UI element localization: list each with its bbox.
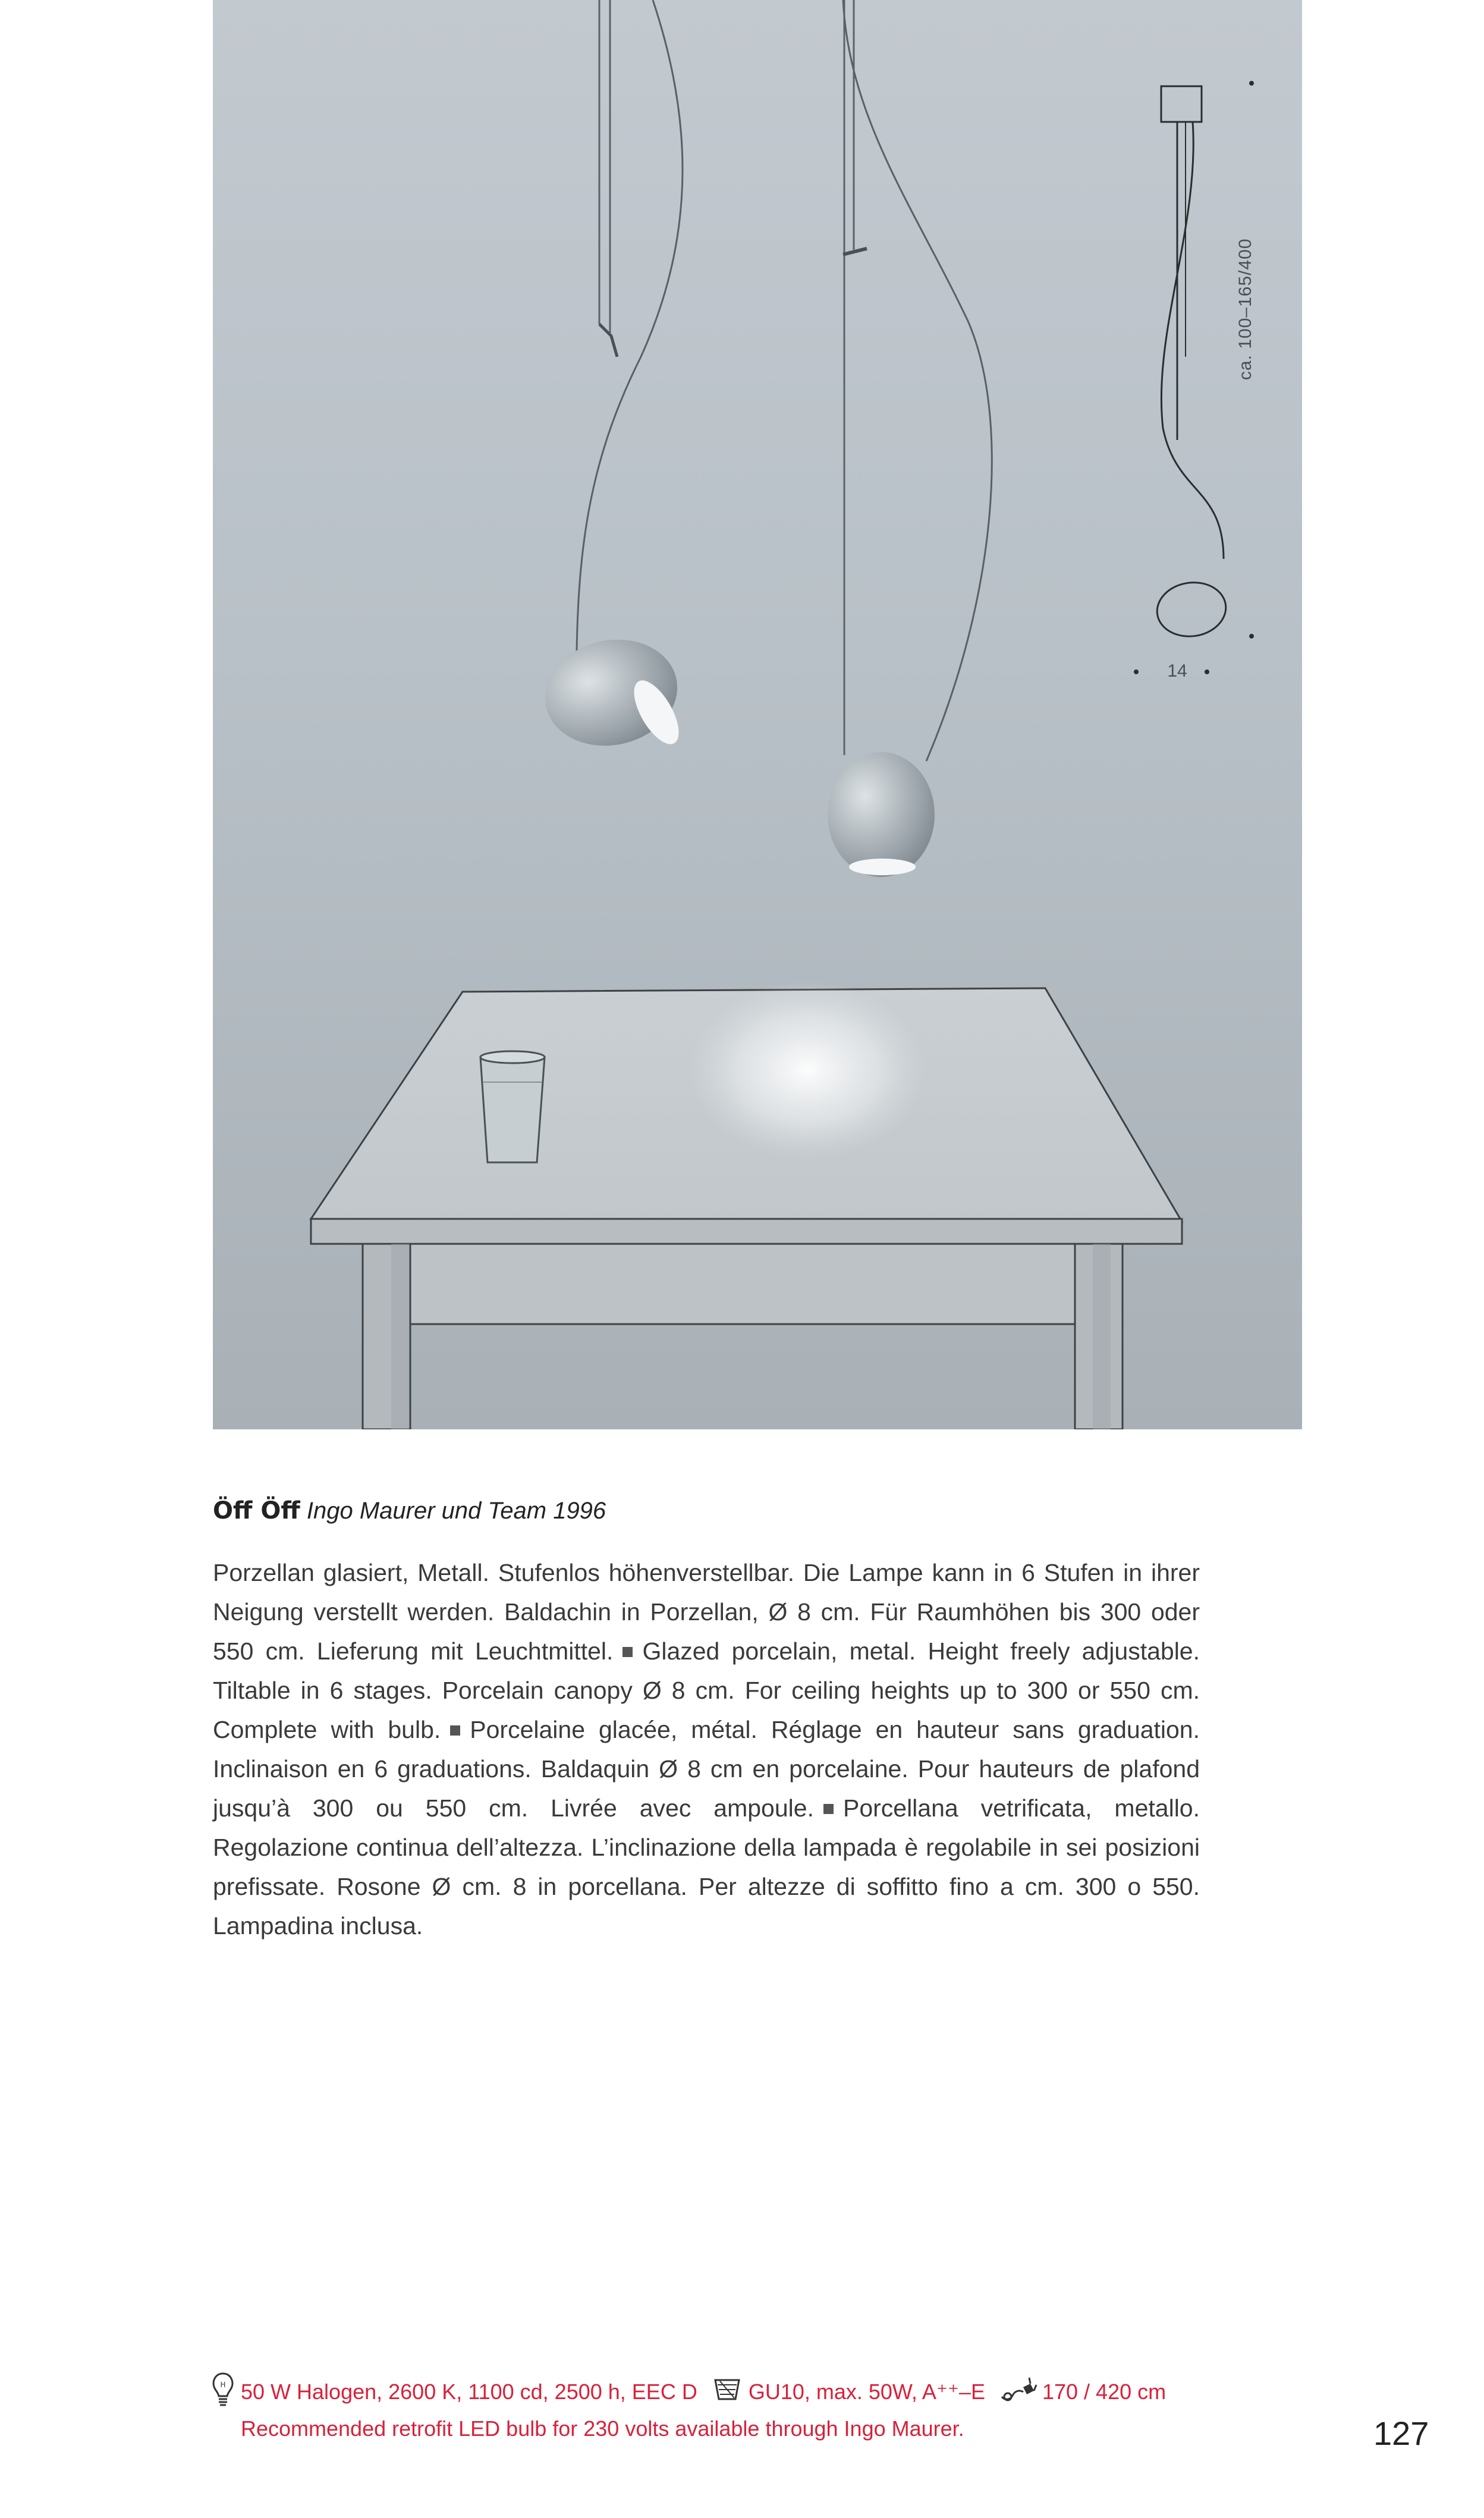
technical-specs <box>211 2371 1166 2441</box>
description-german: Porzellan glasiert, Metall. Stufenlos höhenverstellbar. Die Lampe kann in 6 Stufen in ihrer Neigung verstellt werden. Baldachin in Porzellan, Ø 8 cm. Für Raumhöhen bis 300 oder 550 cm. Lieferung mit Leuchtmittel. <box>213 1559 1200 1665</box>
description-french: Porcelaine glacée, métal. Réglage en hauteur sans graduation. Inclinaison en 6 graduations. Baldaquin Ø 8 cm en porcelaine. Pour hauteurs de plafond jusqu’à 300 ou 550 cm. Livrée avec ampoule. <box>213 1716 1200 1822</box>
product-description <box>213 1553 1200 1945</box>
separator-square-icon <box>823 1804 834 1814</box>
product-photo <box>213 0 1302 1429</box>
separator-square-icon <box>450 1725 460 1736</box>
product-name: Öff Öff <box>213 1497 300 1524</box>
description-english: Glazed porcelain, metal. Height freely adjustable. Tiltable in 6 stages. Porcelain canopy Ø 8 cm. For ceiling heights up to 300 or 550 cm. Complete with bulb. <box>213 1637 1200 1743</box>
svg-text:H: H <box>220 2380 226 2389</box>
socket-icon <box>712 2375 743 2409</box>
socket-spec: GU10, max. 50W, A⁺⁺–E <box>748 2379 985 2404</box>
description-italian: Porcellana vetrificata, metallo. Regolazione continua dell’altezza. L’inclinazione della lampada è regolabile in sei posizioni prefissate. Rosone Ø cm. 8 in porcellana. Per altezze di soffitto fino a cm. 300 o 550. Lampadina inclusa. <box>213 1794 1200 1939</box>
width-dimension-label: 14 <box>1167 661 1187 681</box>
product-designer: Ingo Maurer und Team 1996 <box>306 1498 606 1524</box>
cable-spec: 170 / 420 cm <box>1042 2379 1167 2404</box>
bulb-icon <box>211 2371 235 2413</box>
product-heading <box>213 1497 606 1524</box>
height-dimension-label: ca. 100–165/400 <box>1235 238 1255 381</box>
page-number: 127 <box>1373 2415 1429 2452</box>
cable-plug-icon <box>999 2375 1037 2409</box>
bulb-spec: 50 W Halogen, 2600 K, 1100 cd, 2500 h, EEC D <box>241 2379 697 2404</box>
separator-square-icon <box>622 1647 633 1657</box>
retrofit-note: Recommended retrofit LED bulb for 230 volts available through Ingo Maurer. <box>241 2416 964 2441</box>
